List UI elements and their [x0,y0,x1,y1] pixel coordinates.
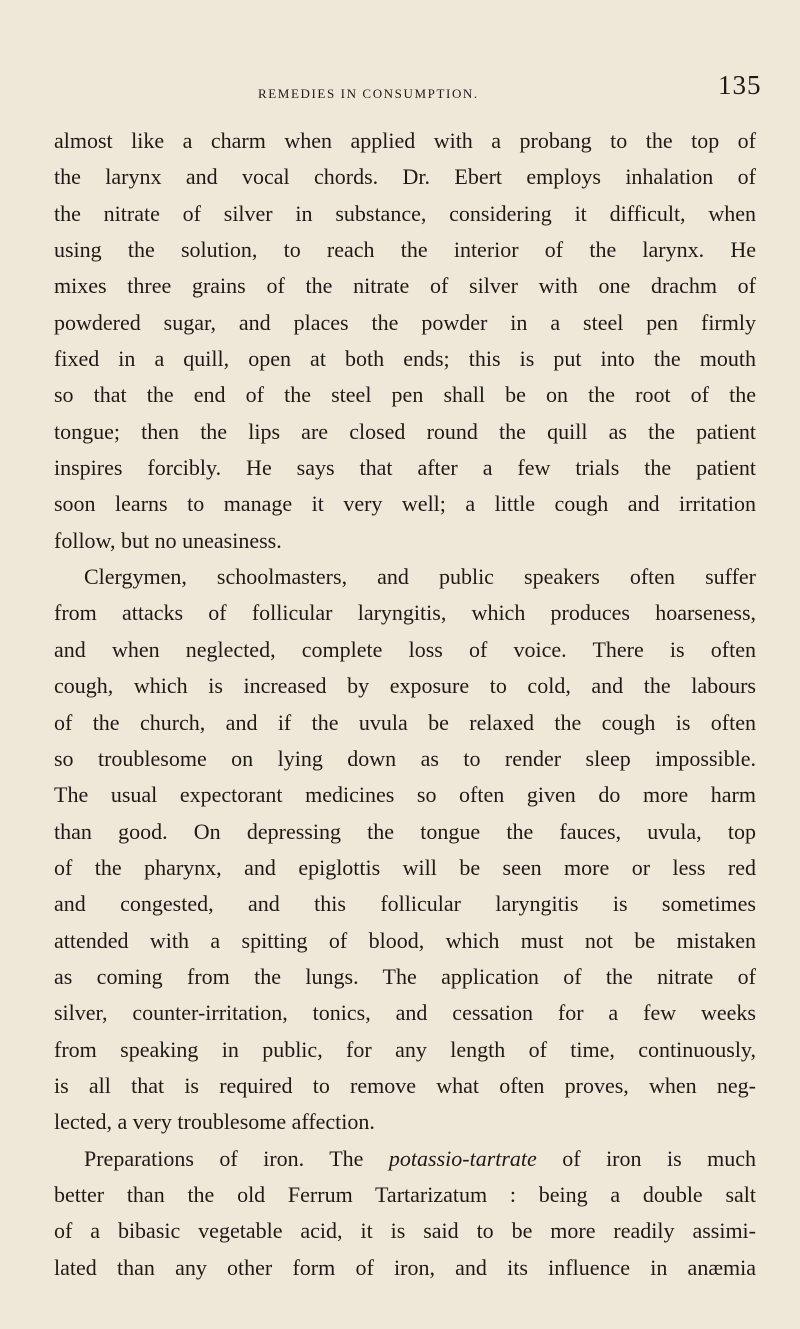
paragraph-2 [54,559,756,1141]
text-line: so troublesome on lying down as to render sleep impossible. [54,745,756,771]
text-line: mixes three grains of the nitrate of silver with one drachm of [54,273,756,299]
text-line [54,1141,756,1177]
text-line: from attacks of follicular laryngitis, which produces hoarseness, [54,600,756,626]
running-head: REMEDIES IN CONSUMPTION. [258,86,479,101]
text-line: than good. On depressing the tongue the fauces, uvula, top [54,818,756,844]
body-text [54,123,756,1286]
text-line: cough, which is increased by exposure to cold, and the labours [54,673,756,699]
paragraph-1 [54,123,756,559]
page-number: 135 [718,70,762,100]
text-line: soon learns to manage it very well; a little cough and irritation [54,491,756,517]
text-line: of a bibasic vegetable acid, it is said to be more readily assimi- [54,1218,756,1244]
italic-term: potassio-tartrate [388,1145,537,1171]
text-line: as coming from the lungs. The application of the nitrate of [54,963,756,989]
text-line: of the pharynx, and epiglottis will be seen more or less red [54,854,756,880]
paragraph-3 [54,1141,756,1286]
text-line: the larynx and vocal chords. Dr. Ebert employs inhalation of [54,164,756,190]
text-line: Clergymen, schoolmasters, and public speakers often suffer [84,564,756,590]
text-run: of iron is much [536,1145,756,1171]
text-line: attended with a spitting of blood, which must not be mistaken [54,927,756,953]
text-run: Preparations of iron. The [84,1145,389,1171]
text-line: inspires forcibly. He says that after a few trials the patient [54,455,756,481]
text-line: silver, counter-irritation, tonics, and cessation for a few weeks [54,1000,756,1026]
text-line: powdered sugar, and places the powder in a steel pen firmly [54,309,756,335]
text-line: the nitrate of silver in substance, considering it difficult, when [54,200,756,226]
text-line: almost like a charm when applied with a probang to the top of [54,128,756,153]
text-line: tongue; then the lips are closed round the quill as the patient [54,418,756,444]
text-line: of the church, and if the uvula be relaxed the cough is often [54,709,756,735]
text-line: lected, a very troublesome affection. [54,1109,375,1135]
text-line: fixed in a quill, open at both ends; this is put into the mouth [54,346,756,372]
text-line: using the solution, to reach the interior of the larynx. He [54,237,756,263]
text-line: is all that is required to remove what often proves, when neg- [54,1072,756,1098]
text-line: The usual expectorant medicines so often given do more harm [54,782,756,808]
text-line: and congested, and this follicular laryngitis is sometimes [54,891,756,917]
text-line: so that the end of the steel pen shall be on the root of the [54,382,756,408]
text-line: and when neglected, complete loss of voice. There is often [54,636,756,662]
text-line: lated than any other form of iron, and its influence in anæmia [54,1254,756,1280]
text-line: follow, but no uneasiness. [54,527,282,553]
text-line: from speaking in public, for any length of time, continuously, [54,1036,756,1062]
text-line: better than the old Ferrum Tartarizatum : being a double salt [54,1181,756,1207]
